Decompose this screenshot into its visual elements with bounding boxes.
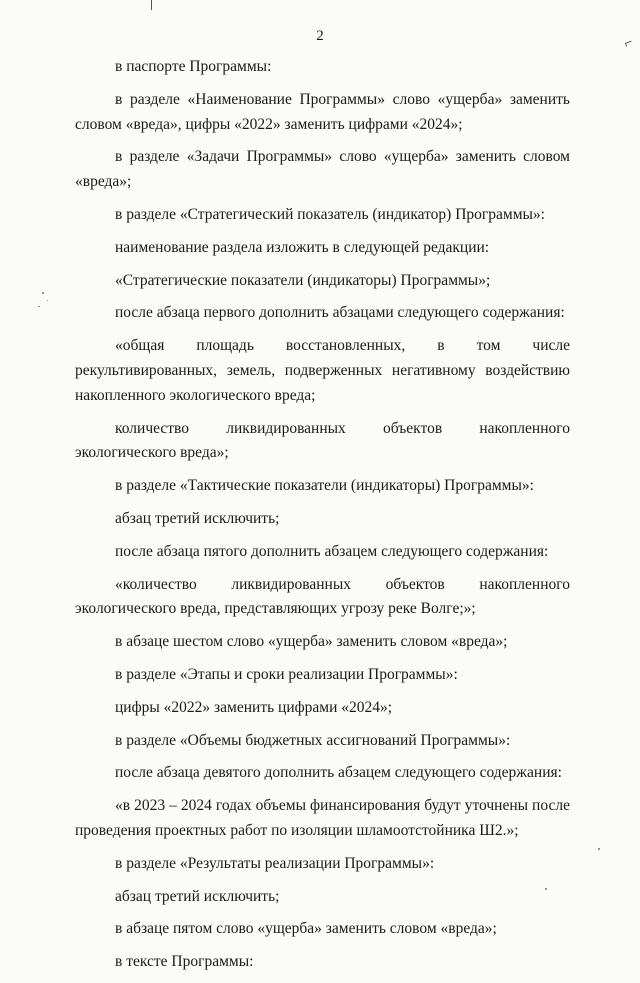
paragraph: после абзаца пятого дополнить абзацем следующего содержания: xyxy=(115,542,549,560)
paragraph: в абзаце шестом слово «ущерба» заменить словом «вреда»; xyxy=(115,633,508,651)
document-body xyxy=(75,55,570,983)
paragraph: «в 2023 – 2024 годах объемы финансирования будут уточнены после проведения проектных работ по изоляции шламоотстойника Ш2.»; xyxy=(75,797,570,839)
paragraph: «Стратегические показатели (индикаторы) Программы»; xyxy=(115,271,491,289)
scan-speck xyxy=(38,306,40,307)
scan-artifact-line xyxy=(151,0,152,10)
scan-speck xyxy=(47,300,48,301)
paragraph: после абзаца девятого дополнить абзацем следующего содержания: xyxy=(115,764,562,782)
paragraph: количество ликвидированных объектов накопленного экологического вреда»; xyxy=(75,419,570,462)
paragraph: в абзаце пятом слово «ущерба» заменить словом «вреда»; xyxy=(115,920,497,938)
paragraph: в разделе «Объемы бюджетных ассигнований Программы»: xyxy=(115,731,511,749)
paragraph: «количество ликвидированных объектов накопленного экологического вреда, представляющих угрозу реке Волге;»; xyxy=(75,575,570,618)
paragraph: в разделе «Наименование Программы» слово «ущерба» заменить словом «вреда», цифры «2022» заменить цифрами «2024»; xyxy=(75,90,570,133)
paragraph: «общая площадь восстановленных, в том числе рекультивированных, земель, подверженных негативному воздействию накопленного экологического вреда; xyxy=(75,337,570,404)
page-number: 2 xyxy=(316,28,324,44)
paragraph: абзац третий исключить; xyxy=(115,509,280,527)
paragraph: в тексте Программы: xyxy=(115,953,254,971)
paragraph: в разделе «Результаты реализации Программы»: xyxy=(115,854,435,872)
scan-speck xyxy=(598,848,600,850)
paragraph: в разделе «Задачи Программы» слово «ущерба» заменить словом «вреда»; xyxy=(75,148,570,191)
paragraph: абзац третий исключить; xyxy=(115,887,280,905)
paragraph: после абзаца первого дополнить абзацами следующего содержания: xyxy=(115,304,565,322)
paragraph: цифры «2022» заменить цифрами «2024»; xyxy=(115,698,393,716)
scan-speck xyxy=(42,292,44,294)
paragraph: наименование раздела изложить в следующей редакции: xyxy=(115,238,490,256)
paragraph: в разделе «Тактические показатели (индикаторы) Программы»: xyxy=(115,477,534,495)
paragraph: в разделе «Стратегический показатель (индикатор) Программы»: xyxy=(115,205,545,223)
paragraph: в разделе «Этапы и сроки реализации Программы»: xyxy=(115,665,458,683)
paragraph: в паспорте Программы: xyxy=(115,58,272,75)
scan-artifact-mark: ⌐ xyxy=(621,33,635,51)
